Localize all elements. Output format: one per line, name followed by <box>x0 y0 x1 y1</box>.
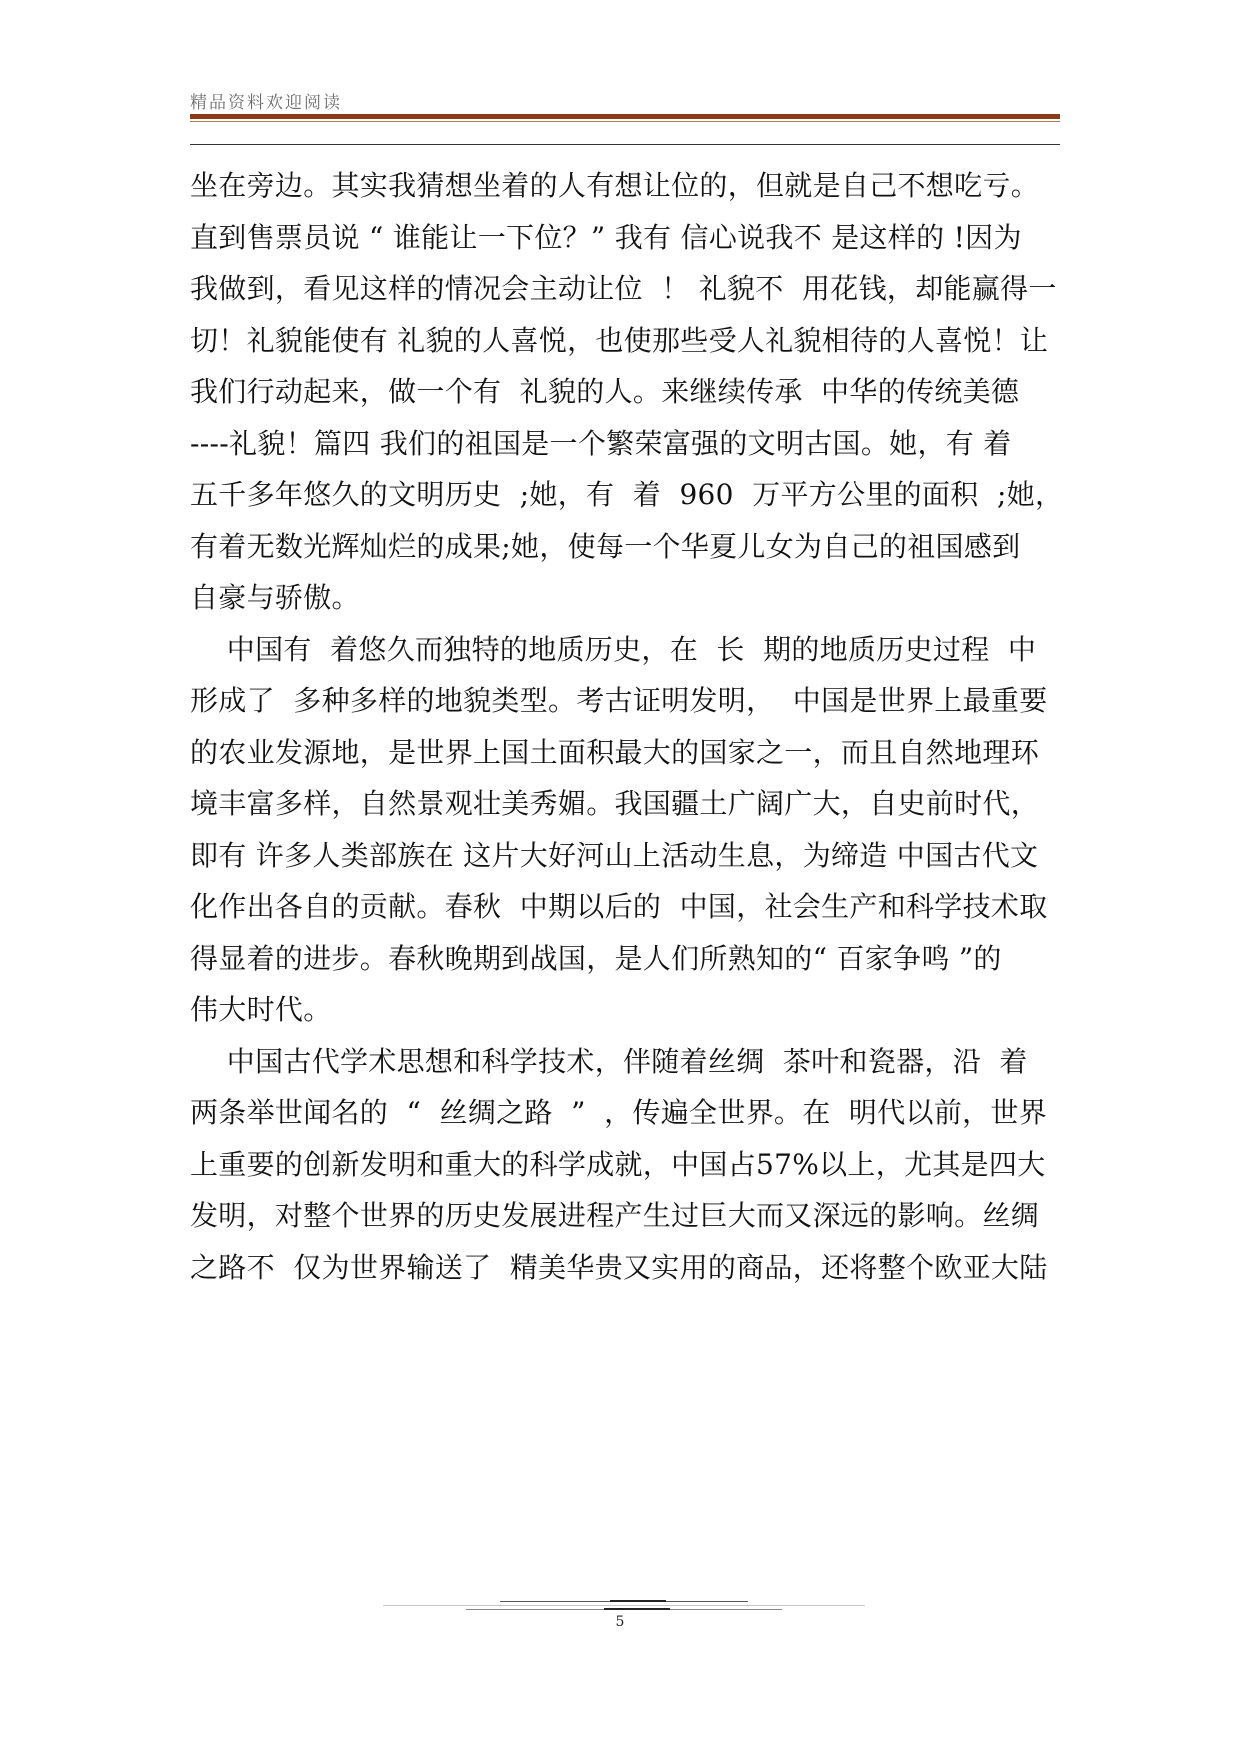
text-line: 我们行动起来，做一个有 礼貌的人。来继续传承 中华的传统美德 <box>190 375 1020 408</box>
footer-rule-light <box>383 1605 865 1606</box>
page-header-title: 精品资料欢迎阅读 <box>190 93 342 113</box>
text-line: 化作出各自的贡献。春秋 中期以后的 中国，社会生产和科学技术取 <box>190 890 1048 923</box>
text-line: 的农业发源地，是世界上国土面积最大的国家之一，而且自然地理环 <box>190 735 1040 769</box>
text-line: 发明，对整个世界的历史发展进程产生过巨大而又深远的影响。丝绸 <box>190 1199 1040 1232</box>
text-line: 我做到，看见这样的情况会主动让位 ！ 礼貌不 用花钱，却能赢得一 <box>190 272 1057 305</box>
header-rule-thick <box>190 114 1060 119</box>
text-line: 境丰富多样，自然景观壮美秀媚。我国疆土广阔广大，自史前时代， <box>190 787 1040 820</box>
header-rule-thin <box>190 121 1060 122</box>
text-line: 形成了 多种多样的地貌类型。考古证明发明， 中国是世界上最重要 <box>190 684 1048 717</box>
footer-dash <box>610 1600 666 1602</box>
text-line: 中国古代学术思想和科学技术，伴随着丝绸 茶叶和瓷器，沿 着 <box>190 1044 1028 1078</box>
text-line: 上重要的创新发明和重大的科学成就，中国占57%以上，尤其是四大 <box>190 1147 1046 1181</box>
footer-dash-lower <box>604 1608 670 1610</box>
text-line: 两条举世闻名的 “ 丝绸之路 ” ，传遍全世界。在 明代以前，世界 <box>190 1096 1048 1129</box>
text-line: 直到售票员说 “ 谁能让一下位？” 我有 信心说我不 是这样的 !因为 <box>190 220 1022 254</box>
text-line: 坐在旁边。其实我猜想坐着的人有想让位的，但就是自己不想吃亏。 <box>190 169 1040 202</box>
content-top-rule <box>190 144 1060 145</box>
text-line: ----礼貌！篇四 我们的祖国是一个繁荣富强的文明古国。她，有 着 <box>190 426 1012 460</box>
text-line: 切！礼貌能使有 礼貌的人喜悦，也使那些受人礼貌相待的人喜悦！让 <box>190 323 1049 357</box>
text-line: 伟大时代。 <box>190 993 332 1026</box>
text-line: 即有 许多人类部族在 这片大好河山上活动生息，为缔造 中国古代文 <box>190 838 1039 872</box>
text-line: 五千多年悠久的文明历史 ;她，有 着 960 万平方公里的面积 ;她， <box>190 478 1064 511</box>
text-line: 中国有 着悠久而独特的地质历史，在 长 期的地质历史过程 中 <box>190 632 1037 666</box>
text-line: 自豪与骄傲。 <box>190 581 360 614</box>
body-text <box>190 160 1070 1293</box>
page-number: 5 <box>615 1614 625 1630</box>
text-line: 有着无数光辉灿烂的成果;她，使每一个华夏儿女为自己的祖国感到 <box>190 529 1021 563</box>
text-line: 得显着的进步。春秋晚期到战国，是人们所熟知的“ 百家争鸣 ”的 <box>190 941 1002 975</box>
text-line: 之路不 仅为世界输送了 精美华贵又实用的商品，还将整个欧亚大陆 <box>190 1250 1048 1284</box>
